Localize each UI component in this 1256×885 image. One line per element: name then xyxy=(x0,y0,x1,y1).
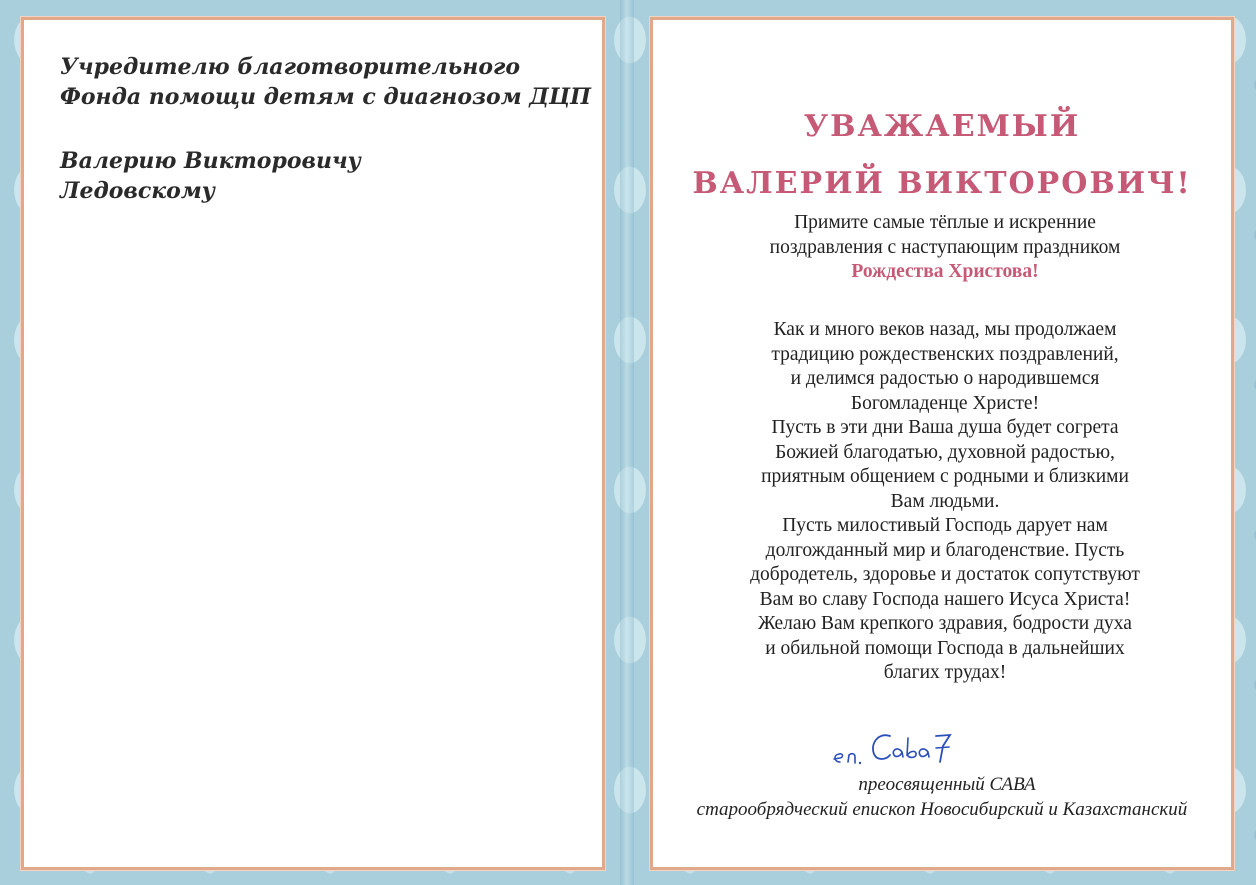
main-paragraph xyxy=(673,318,1217,686)
body-line-1: Как и много веков назад, мы продолжаем xyxy=(773,319,1117,340)
signer-title: преосвященный САВА xyxy=(858,774,1036,795)
body-line-4: Богомладенце Христе! xyxy=(850,392,1040,414)
body-line-12: Вам во славу Господа нашего Исуса Христа! xyxy=(759,588,1131,610)
intro-line-2: поздравления с наступающим праздником xyxy=(769,236,1121,258)
greeting-heading-2: ВАЛЕРИЙ ВИКТОРОВИЧ! xyxy=(692,166,1192,201)
right-page xyxy=(650,17,1234,870)
body-line-15: благих трудах! xyxy=(883,662,1007,683)
addressee-line-2: Фонда помощи детям с диагнозом ДЦП xyxy=(60,84,591,110)
addressee-block xyxy=(60,52,591,206)
greeting-heading-1: УВАЖАЕМЫЙ xyxy=(803,109,1081,144)
body-line-14: и обильной помощи Господа в дальнейших xyxy=(765,637,1125,659)
body-line-10: долгожданный мир и благоденствие. Пусть xyxy=(765,539,1125,561)
intro-line-1: Примите самые тёплые и искренние xyxy=(794,212,1096,233)
body-line-8: Вам людьми. xyxy=(890,490,1000,512)
intro-accent-line: Рождества Христова! xyxy=(851,261,1039,282)
body-line-9: Пусть милостивый Господь дарует нам xyxy=(782,515,1108,536)
body-line-3: и делимся радостью о народившемся xyxy=(790,368,1100,389)
intro-paragraph xyxy=(673,211,1217,285)
body-line-2: традицию рождественских поздравлений, xyxy=(771,343,1119,365)
card-spine xyxy=(620,0,634,885)
body-line-13: Желаю Вам крепкого здравия, бодрости духа xyxy=(758,613,1132,634)
signer-position: старообрядческий епископ Новосибирский и Казахстанский xyxy=(696,799,1188,820)
body-line-7: приятным общением с родными и близкими xyxy=(761,466,1129,487)
body-line-11: добродетель, здоровье и достаток сопутствуют xyxy=(750,564,1140,585)
body-line-6: Божией благодатью, духовной радостью, xyxy=(775,441,1115,463)
body-line-5: Пусть в эти дни Ваша душа будет согрета xyxy=(771,417,1119,438)
addressee-name-line-1: Валерию Викторовичу xyxy=(60,148,361,174)
addressee-name-line-2: Ледовскому xyxy=(60,178,215,204)
handwritten-signature xyxy=(828,722,1008,772)
addressee-line-1: Учредителю благотворительного xyxy=(60,54,521,80)
left-page xyxy=(21,17,605,870)
